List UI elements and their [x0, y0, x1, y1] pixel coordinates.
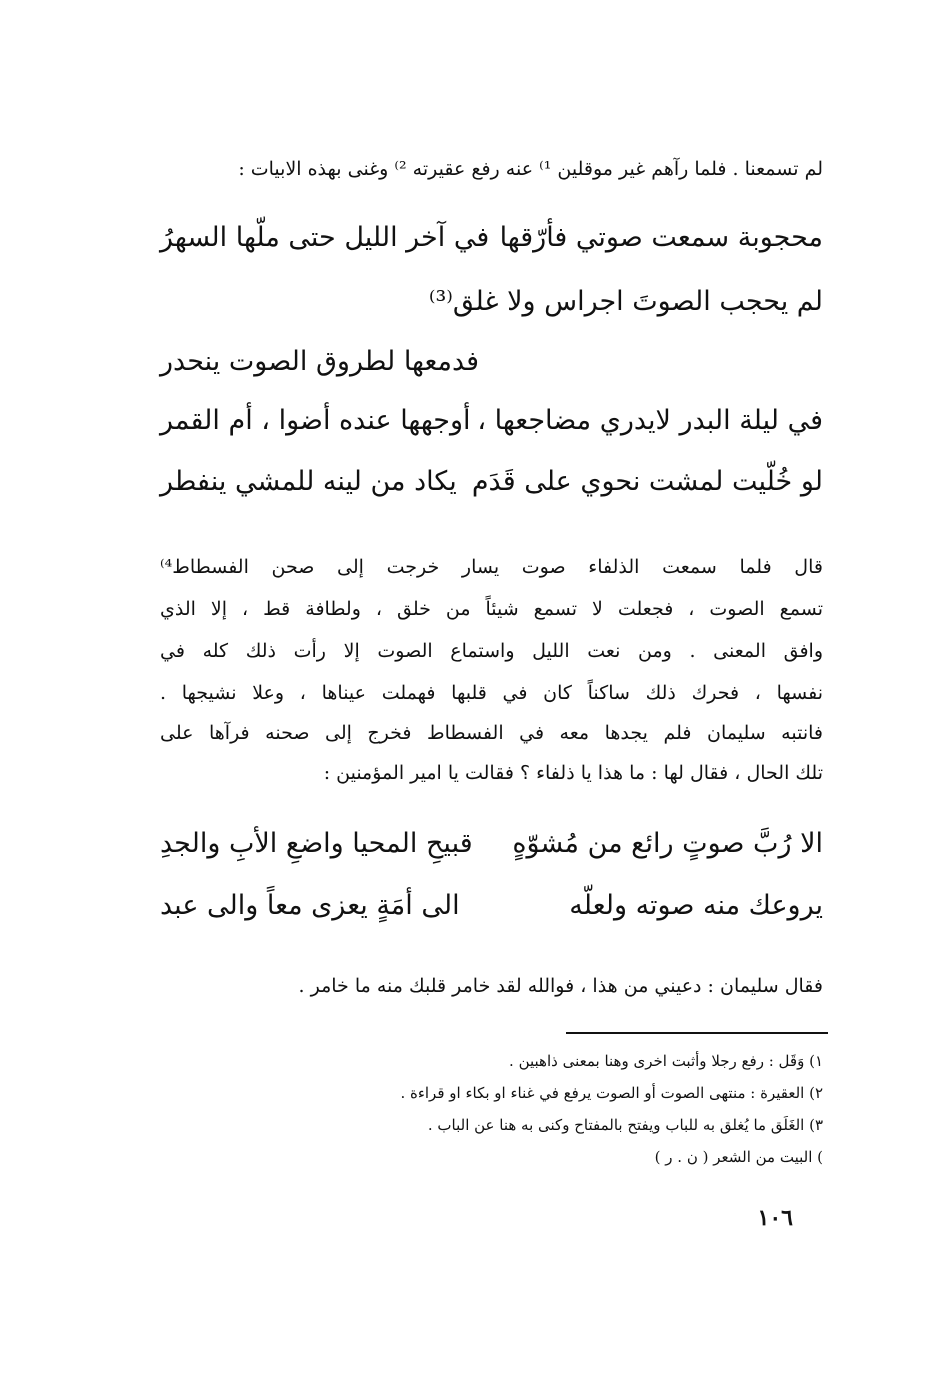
paragraph-line-2: تسمع الصوت ، فجعلت لا تسمع شيئاً من خلق ، ولطافة قط ، إلا الذي [160, 598, 823, 620]
poem1-verse1-first-hemistich: محجوبة سمعت صوتي فأرّقها [499, 222, 823, 253]
page-number: ١٠٦ [757, 1205, 793, 1231]
paragraph-line-4: نفسها ، فحرك ذلك ساكناً كان في قلبها فهملت عيناها ، وعلا نشيجها . [160, 682, 823, 704]
poem2-verse2-second-hemistich: الى أمَةٍ يعزى معاً والى عبد [160, 890, 460, 921]
poem2-verse2-first-hemistich: يروعك منه صوته ولعلّه [569, 890, 823, 921]
footnote-2: ٢) العقيرة : منتهى الصوت أو الصوت يرفع في غناء او بكاء او قراءة . [400, 1084, 823, 1102]
footnote-separator [566, 1032, 828, 1034]
paragraph-line-3: وافق المعنى . ومن نعت الليل واستماع الصوت إلا رأت ذلك كله في [160, 640, 823, 662]
closing-line: فقال سليمان : دعيني من هذا ، فوالله لقد خامر قلبك منه ما خامر . [298, 975, 823, 997]
paragraph-line-6: تلك الحال ، فقال لها : ما هذا يا ذلفاء ؟ فقالت يا امير المؤمنين : [323, 762, 823, 784]
poem1-verse5-second-hemistich: يكاد من لينه للمشي ينفطر [160, 466, 457, 497]
poem2-verse1-second-hemistich: قبيحِ المحيا واضعِ الأبِ والجدِ [160, 828, 473, 859]
intro-line: لم تسمعنا . فلما رآهم غير موقلين ¹⁾ عنه رفع عقيرته ²⁾ وغنى بهذه الابيات : [238, 158, 823, 180]
poem1-verse1-second-hemistich: في آخر الليل حتى ملّها السهرُ [160, 222, 490, 253]
poem2-verse1-first-hemistich: الا رُبَّ صوتٍ رائع من مُشوّهٍ [512, 828, 823, 859]
poem1-verse3-second-hemistich: فدمعها لطروق الصوت ينحدر [160, 346, 480, 377]
footnote-1: ١) وَقَل : رفع رجلا وأثبت اخرى وهنا بمعنى ذاهبين . [509, 1052, 823, 1070]
footnote-4: ) البيت من الشعر ( ن . ر ) [654, 1148, 823, 1166]
paragraph-line-5: فانتبه سليمان فلم يجدها معه في الفسطاط فخرج إلى صحنه فرآها على [160, 722, 823, 744]
footnote-3: ٣) الغَلَق ما يُغلق به للباب ويفتح بالمفتاح وكنى به هنا عن الباب . [427, 1116, 823, 1134]
poem1-verse4-second-hemistich: أوجهها عنده أضوا ، أم القمر [160, 405, 471, 436]
poem1-verse2-first-hemistich: لم يحجب الصوتَ اجراس ولا غلق⁽³⁾ [428, 286, 823, 317]
poem1-verse4-first-hemistich: في ليلة البدر لايدري مضاجعها ، [477, 405, 823, 436]
paragraph-line-1: قال فلما سمعت الذلفاء صوت يسار خرجت إلى صحن الفسطاط⁴⁾ [160, 556, 823, 578]
poem1-verse5-first-hemistich: لو خُلّيت لمشت نحوي على قَدَم [471, 466, 823, 497]
